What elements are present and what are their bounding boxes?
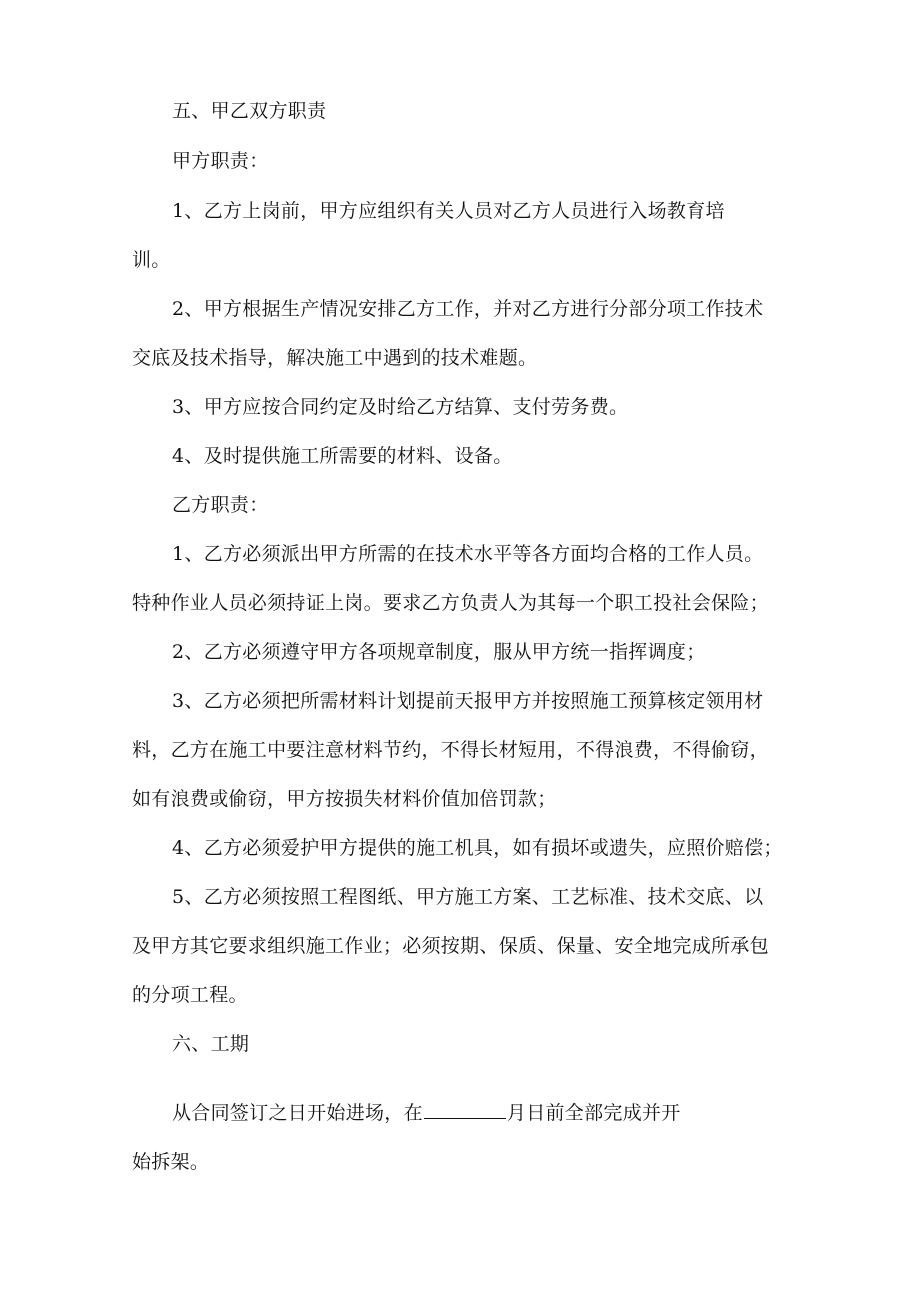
- party-b-item-2: 2、乙方必须遵守甲方各项规章制度，服从甲方统一指挥调度；: [172, 641, 706, 663]
- party-a-item-2-line-2: 交底及技术指导，解决施工中遇到的技术难题。: [132, 347, 538, 369]
- party-a-item-1-line-2: 训。: [132, 249, 171, 271]
- party-b-item-5-line-2: 及甲方其它要求组织施工作业；必须按期、保质、保量、安全地完成所承包: [132, 935, 769, 957]
- party-b-item-5-line-1: 5、乙方必须按照工程图纸、甲方施工方案、工艺标准、技术交底、以: [172, 886, 764, 908]
- party-b-heading: 乙方职责：: [172, 494, 269, 516]
- schedule-text-before-blank: 从合同签订之日开始进场，在: [172, 1102, 423, 1124]
- party-b-item-1-line-1: 1、乙方必须派出甲方所需的在技术水平等各方面均合格的工作人员。: [172, 543, 764, 565]
- schedule-paragraph-line-2: 始拆架。: [132, 1151, 210, 1173]
- party-b-item-5-line-3: 的分项工程。: [132, 984, 248, 1006]
- schedule-text-after-blank: 月日前全部完成并开: [506, 1102, 681, 1124]
- party-a-heading: 甲方职责：: [172, 150, 269, 172]
- schedule-paragraph-line-1: [172, 1101, 681, 1125]
- section-6-title: 六、工期: [172, 1033, 250, 1055]
- party-b-item-3-line-3: 如有浪费或偷窃，甲方按损失材料价值加倍罚款；: [132, 788, 557, 810]
- section-5-title: 五、甲乙双方职责: [172, 100, 327, 122]
- party-a-item-2-line-1: 2、甲方根据生产情况安排乙方工作，并对乙方进行分部分项工作技术: [172, 298, 764, 320]
- date-blank-underline: [424, 1102, 506, 1119]
- party-b-item-3-line-2: 料，乙方在施工中要注意材料节约，不得长材短用，不得浪费，不得偷窃，: [132, 739, 769, 761]
- party-a-item-1-line-1: 1、乙方上岗前，甲方应组织有关人员对乙方人员进行入场教育培: [172, 200, 725, 222]
- party-a-item-4: 4、及时提供施工所需要的材料、设备。: [172, 445, 513, 467]
- party-b-item-3-line-1: 3、乙方必须把所需材料计划提前天报甲方并按照施工预算核定领用材: [172, 690, 764, 712]
- party-a-item-3: 3、甲方应按合同约定及时给乙方结算、支付劳务费。: [172, 396, 629, 418]
- party-b-item-4: 4、乙方必须爱护甲方提供的施工机具，如有损坏或遗失，应照价赔偿；: [172, 837, 783, 859]
- party-b-item-1-line-2: 特种作业人员必须持证上岗。要求乙方负责人为其每一个职工投社会保险；: [132, 592, 769, 614]
